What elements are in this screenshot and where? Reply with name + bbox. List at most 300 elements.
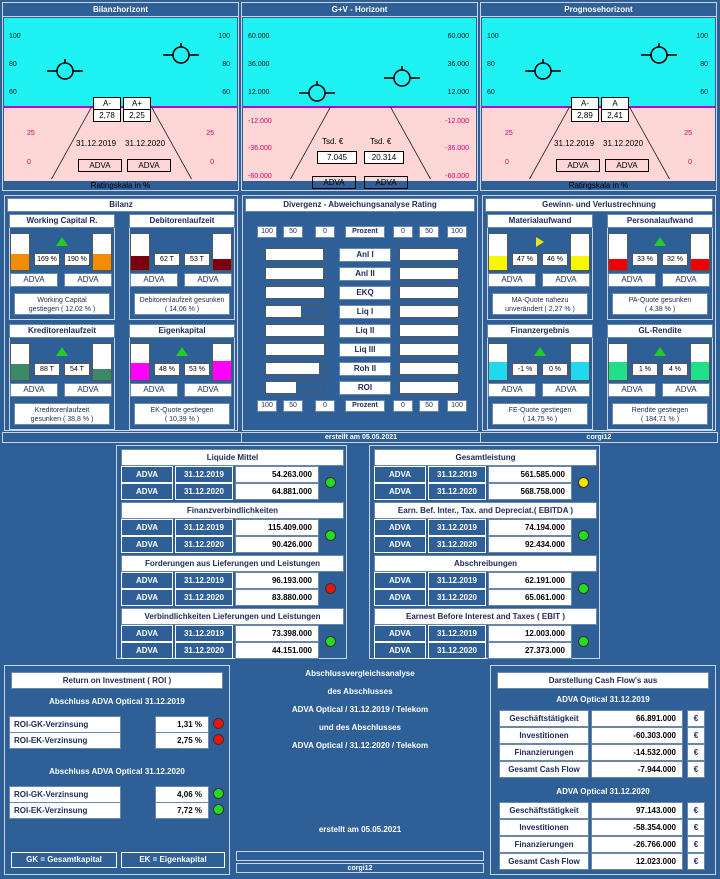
scale-label: 50 [283, 226, 303, 238]
bar-2020 [690, 233, 710, 271]
cashflow-label: Geschäftstätigkeit [499, 802, 589, 819]
bar-fill [93, 254, 111, 270]
bar-fill [323, 268, 324, 279]
adva-button[interactable]: ADVA [10, 273, 58, 287]
sky-tick-right: 100 [696, 33, 708, 40]
bar-2020 [92, 233, 112, 271]
table-title: Verbindlichkeiten Lieferungen und Leistungen [121, 608, 344, 625]
income-table-panel [369, 445, 600, 659]
bar-2019 [10, 233, 30, 271]
cashflow-value: -7.944.000 [591, 761, 683, 778]
status-dot [213, 718, 224, 729]
company-cell: ADVA [374, 572, 426, 589]
adva-button[interactable]: ADVA [312, 176, 356, 189]
trend-up-icon [654, 237, 666, 246]
divergence-left-bar [265, 305, 325, 318]
ground-tick-left: -60.000 [248, 173, 272, 180]
aircraft-icon [641, 43, 677, 67]
value-cell: 74.194.000 [488, 519, 572, 536]
adva-button[interactable]: ADVA [605, 159, 649, 172]
date-cell: 31.12.2020 [175, 483, 233, 500]
table-title: Forderungen aus Lieferungen und Leistungen [121, 555, 344, 572]
company-cell: ADVA [374, 536, 426, 553]
balance-table-panel [116, 445, 347, 659]
center-info [234, 665, 486, 875]
metric-title: Finanzergebnis [487, 324, 593, 338]
divergence-right-bar [399, 362, 459, 375]
horizon-bilanz [2, 2, 239, 191]
sky-tick-right: 80 [222, 61, 230, 68]
pct-2020: 53 % [184, 363, 210, 376]
value-cell: 96.193.000 [235, 572, 319, 589]
bar-fill [131, 256, 149, 270]
scale-label: 0 [315, 226, 335, 238]
company-cell: ADVA [121, 572, 173, 589]
value-box: 2,41 [601, 109, 629, 122]
divergence-right-bar [399, 267, 459, 280]
bar-fill [691, 362, 709, 380]
divergence-left-bar [265, 267, 325, 280]
company-cell: ADVA [121, 519, 173, 536]
cashflow-block-title: ADVA Optical 31.12.2019 [556, 695, 650, 704]
bar-2020 [212, 343, 232, 381]
value-box: 2,78 [93, 109, 121, 122]
table-title: Liquide Mittel [121, 449, 344, 466]
bar-2020 [570, 233, 590, 271]
roi-panel [4, 665, 230, 875]
horizon-title-guv: G+V - Horizont [242, 3, 477, 17]
cashflow-label: Gesamt Cash Flow [499, 853, 589, 870]
guv-panel [482, 195, 716, 431]
divergence-right-bar [399, 305, 459, 318]
adva-button[interactable]: ADVA [608, 273, 656, 287]
adva-button[interactable]: ADVA [78, 159, 122, 172]
metric-card [129, 324, 235, 430]
value-cell: 568.758.000 [488, 483, 572, 500]
adva-button[interactable]: ADVA [64, 383, 112, 397]
company-cell: ADVA [121, 536, 173, 553]
value-cell: 92.434.000 [488, 536, 572, 553]
divergence-label[interactable]: ROI [339, 381, 391, 395]
adva-button[interactable]: ADVA [130, 273, 178, 287]
currency-cell: € [687, 853, 705, 870]
bar-fill [609, 259, 627, 270]
aircraft-icon [299, 81, 335, 105]
cashflow-value: -60.303.000 [591, 727, 683, 744]
table-title: Earn. Bef. Inter., Tax. and Depreciat.( EBITDA ) [374, 502, 597, 519]
metric-note: Kreditorenlaufzeit gesunken ( 38,8 % ) [14, 403, 110, 425]
rating-box: A [601, 97, 629, 110]
horizon-prognose [480, 2, 717, 191]
bar-fill [213, 361, 231, 380]
scale-label: 100 [447, 226, 467, 238]
sky-tick-right: 60 [222, 89, 230, 96]
metric-card [607, 324, 713, 430]
bar-2020 [690, 343, 710, 381]
sky-tick-right: 60.000 [447, 33, 469, 40]
date-cell: 31.12.2019 [175, 466, 233, 483]
sky-tick-left: 80 [487, 61, 495, 68]
roi-value: 4,06 % [155, 786, 209, 803]
status-dot [325, 583, 336, 594]
scale-label: 100 [257, 226, 277, 238]
company-cell: ADVA [121, 589, 173, 606]
sky-tick-left: 100 [487, 33, 499, 40]
sky-area [243, 18, 476, 106]
ground-tick-right: 0 [210, 159, 214, 166]
scale-label: 0 [315, 400, 335, 412]
divergence-right-bar [399, 248, 459, 261]
pct-2019: 1 % [632, 363, 658, 376]
company-cell: ADVA [121, 625, 173, 642]
table-title: Abschreibungen [374, 555, 597, 572]
divergence-left-bar [265, 343, 325, 356]
date-cell: 31.12.2019 [428, 466, 486, 483]
bar-2020 [570, 343, 590, 381]
value-cell: 62.191.000 [488, 572, 572, 589]
bar-fill [11, 364, 29, 380]
adva-button[interactable]: ADVA [184, 383, 232, 397]
bar-2019 [608, 233, 628, 271]
value-cell: 561.585.000 [488, 466, 572, 483]
divergenz-title: Divergenz - Abweichungsanalyse Rating [245, 198, 475, 212]
footer-created: erstellt am 05.05.2021 [325, 434, 397, 441]
bar-fill [489, 256, 507, 270]
scale-label: 100 [447, 400, 467, 412]
currency-cell: € [687, 761, 705, 778]
date-cell: 31.12.2019 [175, 519, 233, 536]
company-cell: ADVA [121, 483, 173, 500]
scale-label: 50 [283, 400, 303, 412]
value-cell: 73.398.000 [235, 625, 319, 642]
metric-card [487, 214, 593, 320]
scale-label: 0 [393, 226, 413, 238]
value-box: 7.045 [317, 151, 357, 164]
currency-cell: € [687, 710, 705, 727]
bar-2020 [92, 343, 112, 381]
adva-button[interactable]: ADVA [662, 383, 710, 397]
sky-tick-right: 100 [218, 33, 230, 40]
date-cell: 31.12.2020 [175, 536, 233, 553]
divergence-left-bar [265, 362, 325, 375]
footer-user: corgi12 [586, 434, 612, 441]
table-title: Finanzverbindlichkeiten [121, 502, 344, 519]
trend-up-icon [654, 347, 666, 356]
divergence-label[interactable]: Liq I [339, 305, 391, 319]
bar-fill [609, 362, 627, 380]
bilanz-panel [4, 195, 238, 431]
bar-2019 [488, 343, 508, 381]
value-box: 20.314 [364, 151, 404, 164]
status-dot [325, 530, 336, 541]
cashflow-value: -58.354.000 [591, 819, 683, 836]
center-line: des Abschlusses [327, 687, 393, 696]
ground-tick-left: -12.000 [248, 118, 272, 125]
metric-title: Personalaufwand [607, 214, 713, 228]
trend-up-icon [176, 347, 188, 356]
ground-tick-right: 25 [206, 130, 214, 137]
date-cell: 31.12.2019 [428, 572, 486, 589]
rating-box: A+ [123, 97, 151, 110]
currency-cell: € [687, 727, 705, 744]
unit-label: Tsd. € [322, 137, 344, 146]
metric-note: MA-Quote nahezu unverändert ( 2,27 % ) [492, 293, 588, 315]
date-cell: 31.12.2020 [428, 536, 486, 553]
metric-card [487, 324, 593, 430]
bar-fill [571, 362, 589, 380]
cashflow-label: Geschäftstätigkeit [499, 710, 589, 727]
date-cell: 31.12.2019 [428, 519, 486, 536]
date-cell: 31.12.2020 [175, 642, 233, 659]
center-line: und des Abschlusses [319, 723, 401, 732]
divergence-label[interactable]: Roh II [339, 362, 391, 376]
adva-button[interactable]: ADVA [542, 273, 590, 287]
adva-button[interactable]: ADVA [556, 159, 600, 172]
company-cell: ADVA [374, 642, 426, 659]
sky-tick-left: 60 [487, 89, 495, 96]
bar-2020 [212, 233, 232, 271]
adva-button[interactable]: ADVA [10, 383, 58, 397]
roi-label: ROI-GK-Verzinsung [9, 716, 121, 733]
metric-card [9, 214, 115, 320]
bar-fill [323, 249, 324, 260]
status-dot [578, 636, 589, 647]
status-dot [213, 804, 224, 815]
footer-bar [2, 432, 718, 443]
divergence-left-bar [265, 324, 325, 337]
pct-2020: 32 % [662, 253, 688, 266]
value-cell: 65.061.000 [488, 589, 572, 606]
date-cell: 31.12.2020 [175, 589, 233, 606]
horizon-title-bilanz: Bilanzhorizont [3, 3, 238, 17]
center-line: Abschlussvergleichsanalyse [305, 669, 415, 678]
currency-cell: € [687, 836, 705, 853]
aircraft-icon [384, 66, 420, 90]
cashflow-panel [490, 665, 716, 875]
center-box [236, 851, 484, 861]
metric-card [9, 324, 115, 430]
metric-note: PA-Quote gesunken ( 4,38 % ) [612, 293, 708, 315]
divergence-left-bar [265, 248, 325, 261]
roi-value: 2,75 % [155, 732, 209, 749]
ground-tick-right: 25 [684, 130, 692, 137]
status-dot [325, 636, 336, 647]
bar-fill [571, 256, 589, 270]
metric-title: GL-Rendite [607, 324, 713, 338]
pct-2020: 53 T [184, 253, 210, 266]
status-dot [578, 477, 589, 488]
horizon-title-prognose: Prognosehorizont [481, 3, 716, 17]
cashflow-label: Finanzierungen [499, 836, 589, 853]
date-cell: 31.12.2020 [428, 483, 486, 500]
cashflow-value: -14.532.000 [591, 744, 683, 761]
metric-card [129, 214, 235, 320]
pct-2020: 4 % [662, 363, 688, 376]
divergence-right-bar [399, 381, 459, 394]
adva-button[interactable]: ADVA [542, 383, 590, 397]
metric-note: EK-Quote gestiegen ( 10,39 % ) [134, 403, 230, 425]
pct-2020: 0 % [542, 363, 568, 376]
trend-up-icon [534, 347, 546, 356]
bar-2019 [608, 343, 628, 381]
ground-tick-left: 25 [505, 130, 513, 137]
bar-fill [93, 369, 111, 380]
metric-note: Working Capital gestiegen ( 12,02 % ) [14, 293, 110, 315]
aircraft-icon [163, 43, 199, 67]
trend-up-icon [56, 237, 68, 246]
scale-label: 0 [393, 400, 413, 412]
roi-block-title: Abschluss ADVA Optical 31.12.2020 [49, 767, 185, 776]
sky-tick-right: 36.000 [447, 61, 469, 68]
pct-2019: 62 T [154, 253, 180, 266]
sky-tick-right: 12.000 [447, 89, 469, 96]
value-cell: 12.003.000 [488, 625, 572, 642]
adva-button[interactable]: ADVA [127, 159, 171, 172]
divergence-label[interactable]: Liq III [339, 343, 391, 357]
scale-label: Prozent [345, 400, 385, 412]
date-cell: 31.12.2020 [428, 642, 486, 659]
sky-tick-left: 80 [9, 61, 17, 68]
metric-note: FE-Quote gestiegen ( 14,75 % ) [492, 403, 588, 425]
aircraft-icon [525, 59, 561, 83]
bar-fill [301, 306, 324, 317]
sky-area [482, 18, 715, 106]
ground-tick-right: -60.000 [445, 173, 469, 180]
company-cell: ADVA [374, 519, 426, 536]
value-cell: 115.409.000 [235, 519, 319, 536]
roi-value: 1,31 % [155, 716, 209, 733]
cashflow-value: 97.143.000 [591, 802, 683, 819]
pct-2019: 47 % [512, 253, 538, 266]
cashflow-value: 12.023.000 [591, 853, 683, 870]
bar-fill [213, 259, 231, 270]
cashflow-value: 66.891.000 [591, 710, 683, 727]
scale-label: 100 [257, 400, 277, 412]
bar-2019 [488, 233, 508, 271]
trend-flat-icon [536, 237, 544, 247]
sky-tick-left: 60.000 [248, 33, 270, 40]
center-user: corgi12 [236, 863, 484, 873]
perspective-lines [242, 107, 477, 187]
rating-box: A- [93, 97, 121, 110]
center-line: ADVA Optical / 31.12.2019 / Telekom [291, 705, 429, 714]
metric-title: Debitorenlaufzeit [129, 214, 235, 228]
divergence-label[interactable]: Liq II [339, 324, 391, 338]
ground-tick-left: -36.000 [248, 145, 272, 152]
currency-cell: € [687, 819, 705, 836]
value-cell: 27.373.000 [488, 642, 572, 659]
bar-fill [131, 363, 149, 380]
pct-2019: 169 % [34, 253, 60, 266]
scale-label: Ratingskala in % [90, 181, 151, 190]
company-cell: ADVA [374, 483, 426, 500]
adva-button[interactable]: ADVA [364, 176, 408, 189]
pct-2019: 33 % [632, 253, 658, 266]
bar-fill [11, 254, 29, 270]
value-cell: 90.426.000 [235, 536, 319, 553]
cashflow-label: Finanzierungen [499, 744, 589, 761]
adva-button[interactable]: ADVA [608, 383, 656, 397]
value-box: 2,25 [123, 109, 151, 122]
table-title: Earnest Before Interest and Taxes ( EBIT ) [374, 608, 597, 625]
company-cell: ADVA [374, 589, 426, 606]
bilanz-title: Bilanz [7, 198, 235, 212]
cashflow-label: Investitionen [499, 727, 589, 744]
company-cell: ADVA [374, 625, 426, 642]
aircraft-icon [47, 59, 83, 83]
ground-tick-right: -12.000 [445, 118, 469, 125]
cashflow-title: Darstellung Cash Flow's aus [497, 672, 709, 689]
metric-note: Rendite gestiegen ( 184,71 % ) [612, 403, 708, 425]
sky-tick-left: 12.000 [248, 89, 270, 96]
divergence-right-bar [399, 286, 459, 299]
trend-up-icon [56, 347, 68, 356]
roi-block-title: Abschluss ADVA Optical 31.12.2019 [49, 697, 185, 706]
roi-title: Return on Investment ( ROI ) [11, 672, 223, 689]
bar-fill [691, 259, 709, 270]
divergence-label[interactable]: Anl II [339, 267, 391, 281]
adva-button[interactable]: ADVA [184, 273, 232, 287]
date-cell: 31.12.2019 [428, 625, 486, 642]
divergence-right-bar [399, 343, 459, 356]
status-dot [213, 734, 224, 745]
status-dot [213, 788, 224, 799]
ground-tick-right: -36.000 [445, 145, 469, 152]
metric-note: Debitorenlaufzeit gesunken ( 14,06 % ) [134, 293, 230, 315]
pct-2019: 88 T [34, 363, 60, 376]
sky-area [4, 18, 237, 106]
value-box: 2,89 [571, 109, 599, 122]
company-cell: ADVA [121, 642, 173, 659]
sky-tick-left: 60 [9, 89, 17, 96]
date-label: 31.12.2020 [603, 139, 644, 148]
divergence-label[interactable]: Anl I [339, 248, 391, 262]
pct-2019: -1 % [512, 363, 538, 376]
sky-tick-right: 60 [700, 89, 708, 96]
unit-label: Tsd. € [370, 137, 392, 146]
adva-button[interactable]: ADVA [130, 383, 178, 397]
date-cell: 31.12.2019 [175, 625, 233, 642]
adva-button[interactable]: ADVA [64, 273, 112, 287]
currency-cell: € [687, 744, 705, 761]
date-label: 31.12.2020 [125, 139, 166, 148]
value-cell: 44.151.000 [235, 642, 319, 659]
date-cell: 31.12.2020 [428, 589, 486, 606]
adva-button[interactable]: ADVA [488, 383, 536, 397]
date-label: 31.12.2019 [554, 139, 595, 148]
bar-2019 [130, 233, 150, 271]
horizon-guv [241, 2, 478, 191]
ground-tick-left: 0 [505, 159, 509, 166]
adva-button[interactable]: ADVA [662, 273, 710, 287]
date-label: 31.12.2019 [76, 139, 117, 148]
bar-2019 [130, 343, 150, 381]
value-cell: 64.881.000 [235, 483, 319, 500]
bar-fill [319, 363, 324, 374]
metric-title: Eigenkapital [129, 324, 235, 338]
pct-2020: 190 % [64, 253, 90, 266]
adva-button[interactable]: ADVA [488, 273, 536, 287]
rating-box: A- [571, 97, 599, 110]
company-cell: ADVA [374, 466, 426, 483]
roi-label: ROI-GK-Verzinsung [9, 786, 121, 803]
bar-fill [296, 382, 324, 393]
value-cell: 83.880.000 [235, 589, 319, 606]
status-dot [325, 477, 336, 488]
divergence-label[interactable]: EKQ [339, 286, 391, 300]
metric-title: Kreditorenlaufzeit [9, 324, 115, 338]
cashflow-label: Gesamt Cash Flow [499, 761, 589, 778]
